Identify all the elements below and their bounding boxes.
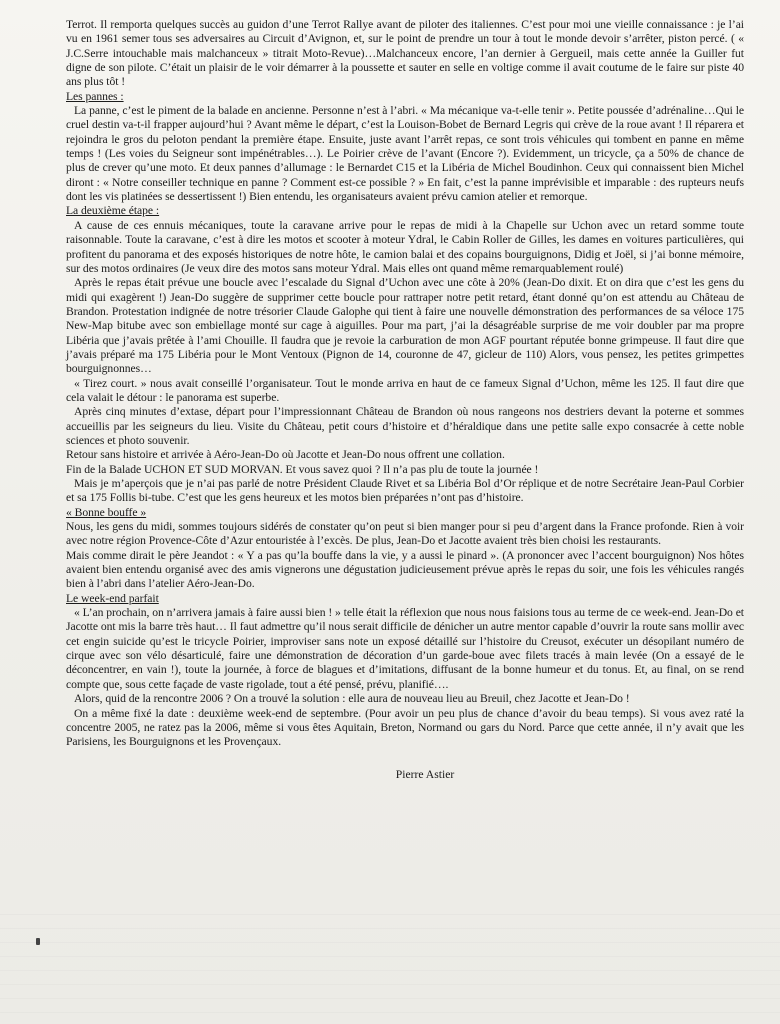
- section-heading: « Bonne bouffe »: [66, 505, 147, 519]
- paragraph: Mais comme dirait le père Jeandot : « Y a pas qu’la bouffe dans la vie, y a aussi le pinard ». (A prononcer avec l’accent bourguignon) Nos hôtes avaient bien entendu organisé avec des amis vignerons une dégustation judicieusement prévue après le repas du soir, une fois les véhicules rangés bien à l’abri dans l’atelier Aéro-Jean-Do.: [66, 548, 744, 591]
- paragraph: Terrot. Il remporta quelques succès au guidon d’une Terrot Rallye avant de piloter des italiennes. C’est pour moi une vieille connaissance : je l’ai vu en 1961 semer tous ses adversaires au Circuit d’Avignon, et, sur le point de prendre un tour à tout le monde devoir s’arrêter, piston percé. ( « J.C.Serre intouchable mais malchanceux » titrait Moto-Revue)…Malchanceux encore, l’an dernier à Gergueil, mais cette année la Guiller fut digne de son pilote. C’était un plaisir de le voir démarrer à la poussette et sauter en selle en voltige comme il avait coutume de le faire sur piste 40 ans plus tôt !: [66, 18, 744, 89]
- paragraph: « L’an prochain, on n’arrivera jamais à faire aussi bien ! » telle était la réflexion que nous nous faisions tous au terme de ce week-end. Jean-Do et Jacotte ont mis la barre très haut… Il faut admettre qu’il nous serait difficile de dénicher un autre mentor capable d’ouvrir la route sans mollir avec cet engin suicide qu’est le tricycle Poirier, improviser sans note un exposé détaillé sur l’histoire du Creusot, exécuter un désopilant numéro de cirque avec son vélo désarticulé, faire une démonstration de décoration d’un garde-boue avec filets tracés à main levée (On a essayé de le déconcentrer, en vain !), toute la journée, à force de blagues et d’imitations, diffusant de la bonne humeur et du tonus. Et, au final, on se rend compte que, sous cette façade de vaste rigolade, tout a été pensé, prévu, planifié….: [66, 606, 744, 691]
- section-heading: La deuxième étape :: [66, 204, 160, 218]
- paragraph: Nous, les gens du midi, sommes toujours sidérés de constater qu’on peut si bien manger pour si peu d’argent dans la France profonde. Rien à voir avec notre région Provence-Côte d’Azur entouristée à l’excès. De plus, Jean-Do et Jacotte avaient très bien choisi les restaurants.: [66, 520, 744, 548]
- paragraph: La panne, c’est le piment de la balade en ancienne. Personne n’est à l’abri. « Ma mécanique va-t-elle tenir ». Petite poussée d’adrénaline…Qui le cruel destin va-t-il frapper aujourd’hui ? Avant même le départ, c’est la Louison-Bobet de Bernard Legris qui crève de la roue avant ! Il réparera et rejoindra le gros du peloton pendant la première étape. Ensuite, juste avant l’arrêt repas, ce sont trois véhicules qui tombent en panne en même temps ! (Les voies du Seigneur sont impénétrables…). Le Poirier crève de l’avant (Encore ?). Evidemment, un tricycle, ça a 50% de chance de plus de crever qu’une moto. Et deux pannes d’allumage : le Bernardet C15 et la Libéria de Michel Boudinhon. Ceux qui connaissent bien Michel diront : « Notre conseiller technique en panne ? Comment est-ce possible ? » En fait, c’est la panne imprévisible et imparable : des rupteurs neufs dont les vis platinées se dessertissent !) Bien entendu, les organisateurs avaient prévu camion atelier et remorque.: [66, 104, 744, 204]
- paragraph: Fin de la Balade UCHON ET SUD MORVAN. Et vous savez quoi ? Il n’a pas plu de toute la journée !: [66, 462, 539, 476]
- section-heading: Les pannes :: [66, 89, 124, 103]
- scan-mark: [36, 938, 40, 945]
- paragraph: Retour sans histoire et arrivée à Aéro-Jean-Do où Jacotte et Jean-Do nous offrent une collation.: [66, 448, 505, 462]
- paragraph: Alors, quid de la rencontre 2006 ? On a trouvé la solution : elle aura de nouveau lieu au Breuil, chez Jacotte et Jean-Do !: [74, 692, 630, 706]
- paragraph: « Tirez court. » nous avait conseillé l’organisateur. Tout le monde arriva en haut de ce fameux Signal d’Uchon, même les 125. Il faut dire que cela valait le détour : le panorama est superbe.: [66, 376, 744, 404]
- paragraph: Après le repas était prévue une boucle avec l’escalade du Signal d’Uchon avec une côte à 20% (Jean-Do dixit. Et on dira que c’est les gens du midi qui exagèrent !) Jean-Do suggère de supprimer cette boucle pour rattraper notre petit retard, étant donné qu’on est attendu au Château de Brandon. Protestation indignée de notre trésorier Claude Galophe qui tient à faire une nouvelle démonstration des performances de sa véloce 175 New-Map bitube avec son embiellage monté sur cage à aiguilles. Pour ma part, j’ai la désagréable surprise de me voir doubler par ma propre Libéria que j’avais prêtée à l’ami Chouille. Il faudra que je revoie la carburation de mon AGF pourtant réputée bonne grimpeuse. Il faut dire que j’avais préparé ma 175 Libéria pour le Mont Ventoux (Pignon de 14, couronne de 47, gicleur de 110) Alors, vous pensez, les petites grimpettes bourguignonnes…: [66, 276, 744, 376]
- paragraph: Mais je m’aperçois que je n’ai pas parlé de notre Président Claude Rivet et sa Libéria Bol d’Or réplique et de notre Secrétaire Jean-Paul Corbier et sa 175 Follis bi-tube. C’est que les gens heureux et les motos bien préparées n’ont pas d’histoire.: [66, 477, 744, 505]
- author-signature: Pierre Astier: [395, 767, 455, 781]
- paragraph: On a même fixé la date : deuxième week-end de septembre. (Pour avoir un peu plus de chance d’avoir du beau temps). Si vous avez raté la concentre 2005, ne ratez pas la 2006, même si vous êtes Aquitain, Breton, Normand ou gars du Nord. Parce que cette année, il n’y avait que les Parisiens, les Bourguignons et les Provençaux.: [66, 706, 744, 749]
- paragraph: A cause de ces ennuis mécaniques, toute la caravane arrive pour le repas de midi à la Chapelle sur Uchon avec un retard somme toute raisonnable. Toute la caravane, c’est à dire les motos et scooter à moteur Ydral, le Cabin Roller de Gilles, les dames en voitures particulières, qui profitent du panorama et des exposés historiques de notre hôte, le camion balai et des copains bourguignons, Didig et Joël, si j’ai bonne mémoire, sur des motos ordinaires (Je veux dire des motos sans moteur Ydral. Mais elles ont quand même remarquablement roulé): [66, 218, 744, 275]
- paragraph: Après cinq minutes d’extase, départ pour l’impressionnant Château de Brandon où nous rangeons nos destriers devant la poterne et sommes accueillis par les seigneurs du lieu. Visite du Château, petit cours d’histoire et d’héraldique dans une petite salle expo consacrée à cette noble sciences et photo souvenir.: [66, 405, 744, 447]
- article-body: [66, 18, 744, 750]
- section-heading: Le week-end parfait: [66, 591, 159, 605]
